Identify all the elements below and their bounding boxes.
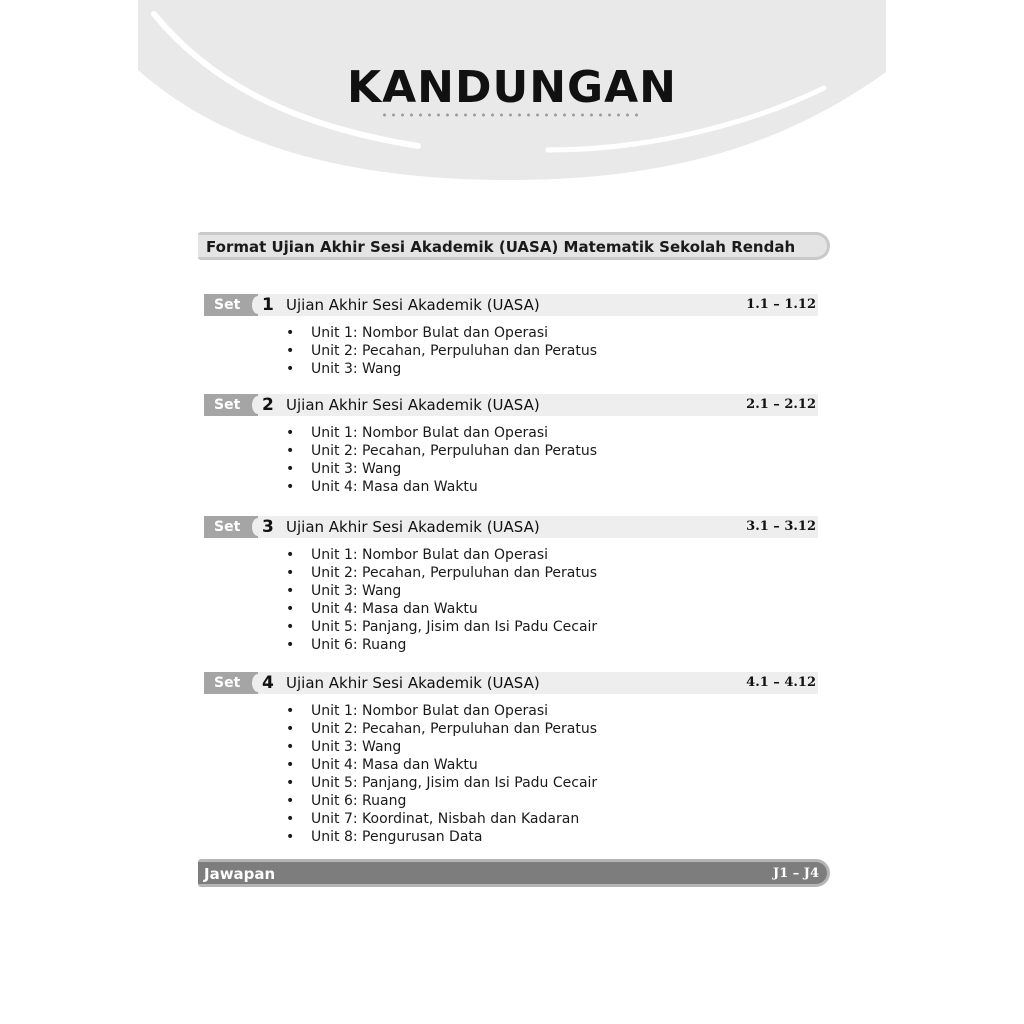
set-title: Ujian Akhir Sesi Akademik (UASA) bbox=[286, 296, 540, 314]
set-header bbox=[204, 672, 818, 694]
set-page-range: 1.1 – 1.12 bbox=[746, 297, 816, 312]
unit-list-item: • Unit 1: Nombor Bulat dan Operasi bbox=[286, 424, 818, 442]
unit-list-item: • Unit 1: Nombor Bulat dan Operasi bbox=[286, 546, 818, 564]
unit-list-item: • Unit 5: Panjang, Jisim dan Isi Padu Cecair bbox=[286, 774, 818, 792]
unit-list-item: • Unit 3: Wang bbox=[286, 460, 818, 478]
unit-list-item: • Unit 4: Masa dan Waktu bbox=[286, 600, 818, 618]
unit-list-item: • Unit 1: Nombor Bulat dan Operasi bbox=[286, 324, 818, 342]
format-bar bbox=[198, 232, 830, 260]
unit-list bbox=[204, 324, 818, 378]
unit-list-item: • Unit 3: Wang bbox=[286, 738, 818, 756]
unit-list bbox=[204, 424, 818, 496]
set-title: Ujian Akhir Sesi Akademik (UASA) bbox=[286, 518, 540, 536]
set-number: 2 bbox=[262, 395, 274, 415]
set-tag: Set bbox=[204, 672, 258, 694]
set-tag: Set bbox=[204, 394, 258, 416]
set-number: 4 bbox=[262, 673, 274, 693]
set-title: Ujian Akhir Sesi Akademik (UASA) bbox=[286, 674, 540, 692]
unit-list-item: • Unit 5: Panjang, Jisim dan Isi Padu Cecair bbox=[286, 618, 818, 636]
unit-list-item: • Unit 8: Pengurusan Data bbox=[286, 828, 818, 846]
unit-list-item: • Unit 6: Ruang bbox=[286, 636, 818, 654]
set-tag: Set bbox=[204, 516, 258, 538]
unit-list-item: • Unit 2: Pecahan, Perpuluhan dan Peratus bbox=[286, 720, 818, 738]
unit-list-item: • Unit 2: Pecahan, Perpuluhan dan Peratus bbox=[286, 564, 818, 582]
unit-list bbox=[204, 546, 818, 654]
set-number: 1 bbox=[262, 295, 274, 315]
unit-list-item: • Unit 2: Pecahan, Perpuluhan dan Peratus bbox=[286, 442, 818, 460]
set-number: 3 bbox=[262, 517, 274, 537]
set-section-1 bbox=[204, 294, 818, 378]
set-section-3 bbox=[204, 516, 818, 654]
set-header bbox=[204, 394, 818, 416]
set-header bbox=[204, 294, 818, 316]
unit-list-item: • Unit 7: Koordinat, Nisbah dan Kadaran bbox=[286, 810, 818, 828]
unit-list-item: • Unit 2: Pecahan, Perpuluhan dan Peratus bbox=[286, 342, 818, 360]
set-page-range: 2.1 – 2.12 bbox=[746, 397, 816, 412]
answers-bar bbox=[198, 859, 830, 887]
unit-list-item: • Unit 4: Masa dan Waktu bbox=[286, 756, 818, 774]
set-section-4 bbox=[204, 672, 818, 846]
set-header bbox=[204, 516, 818, 538]
unit-list-item: • Unit 4: Masa dan Waktu bbox=[286, 478, 818, 496]
page-title: KANDUNGAN bbox=[346, 62, 678, 113]
set-page-range: 3.1 – 3.12 bbox=[746, 519, 816, 534]
title-dotted-underline bbox=[380, 113, 644, 117]
unit-list-item: • Unit 6: Ruang bbox=[286, 792, 818, 810]
answers-page-range: J1 – J4 bbox=[773, 866, 819, 881]
format-bar-label: Format Ujian Akhir Sesi Akademik (UASA) Matematik Sekolah Rendah bbox=[206, 238, 796, 256]
unit-list-item: • Unit 1: Nombor Bulat dan Operasi bbox=[286, 702, 818, 720]
set-tag: Set bbox=[204, 294, 258, 316]
unit-list bbox=[204, 702, 818, 846]
set-title: Ujian Akhir Sesi Akademik (UASA) bbox=[286, 396, 540, 414]
set-page-range: 4.1 – 4.12 bbox=[746, 675, 816, 690]
unit-list-item: • Unit 3: Wang bbox=[286, 360, 818, 378]
unit-list-item: • Unit 3: Wang bbox=[286, 582, 818, 600]
set-section-2 bbox=[204, 394, 818, 496]
answers-bar-label: Jawapan bbox=[204, 865, 276, 883]
document-page bbox=[138, 0, 886, 1024]
